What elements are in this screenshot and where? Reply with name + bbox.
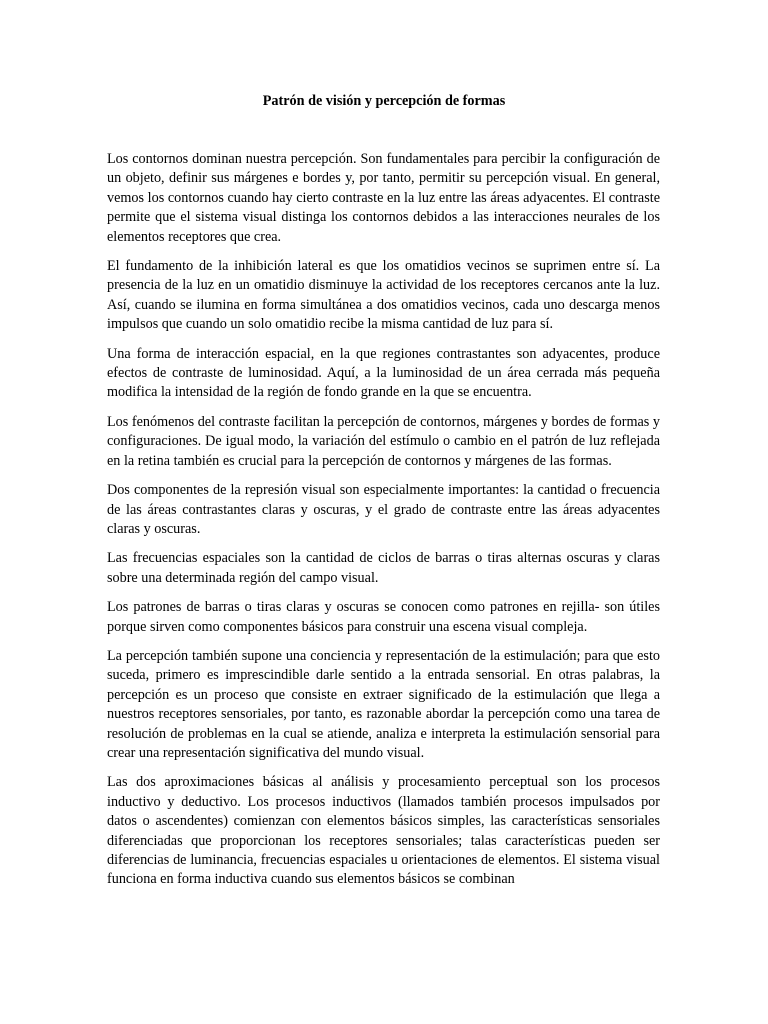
paragraph-1: Los contornos dominan nuestra percepción. Son fundamentales para percibir la configuración de un objeto, definir sus márgenes e bordes y, por tanto, permitir su percepción visual. En general, vemos los contornos cuando hay cierto contraste en la luz entre las áreas adyacentes. El contraste permite que el sistema visual distinga los contornos debidos a las interacciones neurales de los elementos receptores que crea. — [107, 151, 660, 245]
paragraph-4: Los fenómenos del contraste facilitan la percepción de contornos, márgenes y bordes de formas y configuraciones. De igual modo, la variación del estímulo o cambio en el patrón de luz reflejada en la retina también es crucial para la percepción de contornos y márgenes de las formas. — [107, 413, 660, 469]
paragraph-3: Una forma de interacción espacial, en la que regiones contrastantes son adyacentes, produce efectos de contraste de luminosidad. Aquí, a la luminosidad de un área cerrada más pequeña modifica la intensidad de la región de fondo grande en la que se encuentra. — [107, 345, 660, 401]
paragraph-5: Dos componentes de la represión visual son especialmente importantes: la cantidad o frecuencia de las áreas contrastantes claras y oscuras, y el grado de contraste entre las áreas adyacentes claras y oscuras. — [107, 482, 660, 537]
paragraph-9: Las dos aproximaciones básicas al análisis y procesamiento perceptual son los procesos inductivo y deductivo. Los procesos inductivos (llamados también procesos impulsados por datos o ascendentes) comienzan con elementos básicos simples, las características sensoriales diferenciadas que proporcionan los receptores sensoriales; talas características pueden ser diferencias de luminancia, frecuencias espaciales u orientaciones de elementos. El sistema visual funciona en forma inductiva cuando sus elementos básicos se combinan — [107, 774, 660, 888]
document-body — [107, 150, 660, 900]
document-title: Patrón de visión y percepción de formas — [262, 93, 506, 109]
paragraph-7: Los patrones de barras o tiras claras y oscuras se conocen como patrones en rejilla- son útiles porque sirven como componentes básicos para construir una escena visual compleja. — [107, 599, 660, 635]
paragraph-6: Las frecuencias espaciales son la cantidad de ciclos de barras o tiras alternas oscuras y claras sobre una determinada región del campo visual. — [107, 550, 660, 586]
paragraph-8: La percepción también supone una conciencia y representación de la estimulación; para que esto suceda, primero es imprescindible darle sentido a la entrada sensorial. En otras palabras, la percepción es un proceso que consiste en extraer significado de la estimulación que llega a nuestros receptores sensoriales, por tanto, es razonable abordar la percepción como una tarea de resolución de problemas en la cual se atiende, analiza e interpreta la estimulación sensorial para crear una representación significativa del mundo visual. — [107, 647, 660, 761]
paragraph-2: El fundamento de la inhibición lateral es que los omatidios vecinos se suprimen entre sí. La presencia de la luz en un omatidio disminuye la actividad de los receptores cercanos ante la luz. Así, cuando se ilumina en forma simultánea a dos omatidios vecinos, cada uno descarga menos impulsos que cuando un solo omatidio recibe la misma cantidad de luz para sí. — [107, 258, 660, 333]
